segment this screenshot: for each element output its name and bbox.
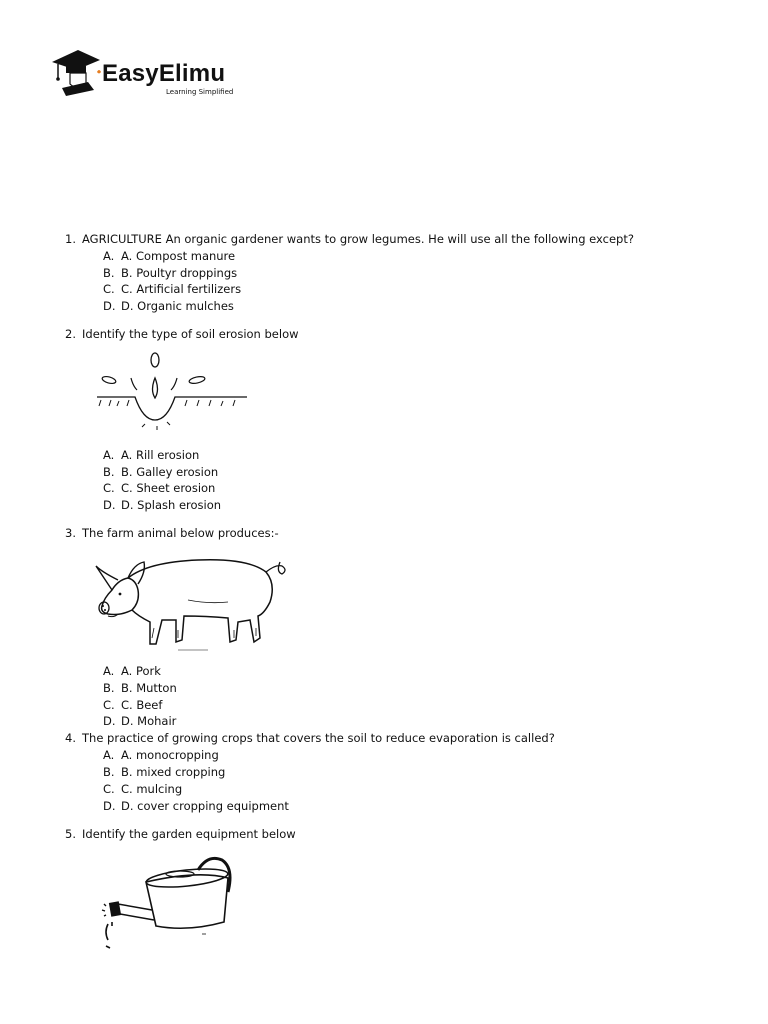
option-item[interactable]	[103, 448, 199, 462]
option-text: C. Beef	[121, 698, 163, 712]
option-item[interactable]	[103, 698, 162, 712]
question-text: The farm animal below produces:-	[82, 526, 279, 540]
option-text: C. mulcing	[121, 782, 183, 796]
option-letter: D.	[103, 299, 116, 313]
question-number: 4.	[65, 731, 76, 745]
option-letter: A.	[103, 448, 115, 462]
question-text: The practice of growing crops that covers the soil to reduce evaporation is called?	[82, 731, 555, 745]
option-item[interactable]	[103, 249, 235, 263]
question-number: 3.	[65, 526, 76, 540]
question-2	[65, 327, 299, 341]
option-item[interactable]	[103, 681, 177, 695]
option-letter: B.	[103, 266, 115, 280]
option-text: B. Galley erosion	[121, 465, 219, 479]
option-item[interactable]	[103, 782, 182, 796]
question-1	[65, 232, 634, 246]
option-item[interactable]	[103, 498, 221, 512]
option-letter: C.	[103, 282, 115, 296]
question-5	[65, 827, 296, 841]
option-item[interactable]	[103, 664, 161, 678]
option-letter: D.	[103, 498, 116, 512]
option-letter: A.	[103, 664, 115, 678]
option-text: C. Artificial fertilizers	[121, 282, 242, 296]
option-letter: A.	[103, 249, 115, 263]
option-text: A. Rill erosion	[121, 448, 200, 462]
brand-tagline: Learning Simplified	[166, 88, 234, 96]
pig-illustration	[88, 550, 293, 655]
brand-name: EasyElimu	[102, 60, 226, 87]
option-letter: D.	[103, 714, 116, 728]
option-item[interactable]	[103, 299, 234, 313]
question-number: 5.	[65, 827, 76, 841]
option-item[interactable]	[103, 266, 237, 280]
option-text: D. Mohair	[121, 714, 177, 728]
option-letter: B.	[103, 765, 115, 779]
option-text: B. Poultyr droppings	[121, 266, 238, 280]
question-text: Identify the garden equipment below	[82, 827, 296, 841]
option-letter: A.	[103, 748, 115, 762]
option-text: B. Mutton	[121, 681, 177, 695]
option-item[interactable]	[103, 465, 218, 479]
question-number: 1.	[65, 232, 76, 246]
option-text: D. cover cropping equipment	[121, 799, 289, 813]
option-item[interactable]	[103, 282, 241, 296]
option-text: D. Splash erosion	[121, 498, 222, 512]
option-item[interactable]	[103, 748, 219, 762]
option-letter: C.	[103, 481, 115, 495]
question-text: Identify the type of soil erosion below	[82, 327, 299, 341]
option-item[interactable]	[103, 714, 176, 728]
option-text: D. Organic mulches	[121, 299, 234, 313]
option-text: A. monocropping	[121, 748, 219, 762]
question-3	[65, 526, 279, 540]
option-text: C. Sheet erosion	[121, 481, 216, 495]
option-letter: B.	[103, 681, 115, 695]
option-letter: B.	[103, 465, 115, 479]
watering-can-illustration	[98, 852, 243, 956]
question-number: 2.	[65, 327, 76, 341]
option-item[interactable]	[103, 481, 215, 495]
option-text: B. mixed cropping	[121, 765, 226, 779]
option-letter: C.	[103, 782, 115, 796]
option-text: A. Compost manure	[121, 249, 236, 263]
option-item[interactable]	[103, 799, 289, 813]
question-4	[65, 731, 555, 745]
option-text: A. Pork	[121, 664, 161, 678]
option-letter: C.	[103, 698, 115, 712]
question-text: AGRICULTURE An organic gardener wants to grow legumes. He will use all the following except?	[82, 232, 634, 246]
splash-erosion-diagram	[95, 350, 250, 435]
option-letter: D.	[103, 799, 116, 813]
option-item[interactable]	[103, 765, 225, 779]
